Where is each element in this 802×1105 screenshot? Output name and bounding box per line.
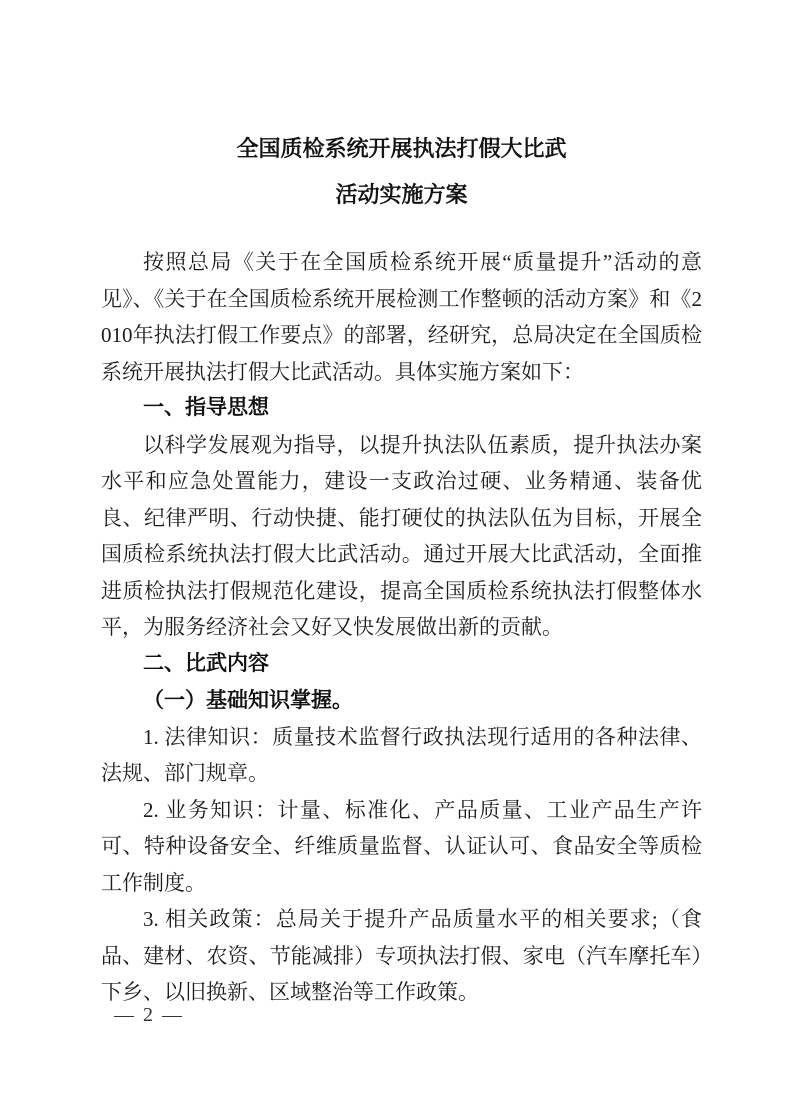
- item-business-knowledge: 2. 业务知识：计量、标准化、产品质量、工业产品生产许可、特种设备安全、纤维质量监督、认证认可、食品安全等质检工作制度。: [101, 797, 702, 895]
- item-related-policies: 3. 相关政策：总局关于提升产品质量水平的相关要求;（食品、建材、农资、节能减排）专项执法打假、家电（汽车摩托车）下乡、以旧换新、区域整治等工作政策。: [101, 907, 702, 1004]
- section-heading-guiding-ideology: 一、指导思想: [143, 396, 269, 419]
- document-body: [101, 244, 702, 1011]
- section-heading-contest-content: 二、比武内容: [143, 651, 269, 675]
- document-title-line2: 活动实施方案: [335, 182, 468, 207]
- document-content: [101, 126, 702, 1011]
- page-number: — 2 —: [114, 1004, 184, 1026]
- subsection-heading-basic-knowledge: （一）基础知识掌握。: [143, 688, 353, 712]
- item-legal-knowledge: 1. 法律知识：质量技术监督行政执法现行适用的各种法律、法规、部门规章。: [101, 724, 702, 785]
- paragraph-guiding-ideology: 以科学发展观为指导，以提升执法队伍素质，提升执法办案水平和应急处置能力，建设一支政治过硬、业务精通、装备优良、纪律严明、行动快捷、能打硬仗的执法队伍为目标，开展全国质检系统执法打假大比武活动。通过开展大比武活动，全面推进质检执法打假规范化建设，提高全国质检系统执法打假整体水平，为服务经济社会又好又快发展做出新的贡献。: [101, 432, 702, 639]
- document-title-line1: 全国质检系统开展执法打假大比武: [236, 136, 567, 161]
- paragraph-intro: 按照总局《关于在全国质检系统开展“质量提升”活动的意见》、《关于在全国质检系统开展检测工作整顿的活动方案》和《2010年执法打假工作要点》的部署，经研究，总局决定在全国质检系统开展执法打假大比武活动。具体实施方案如下：: [101, 250, 702, 384]
